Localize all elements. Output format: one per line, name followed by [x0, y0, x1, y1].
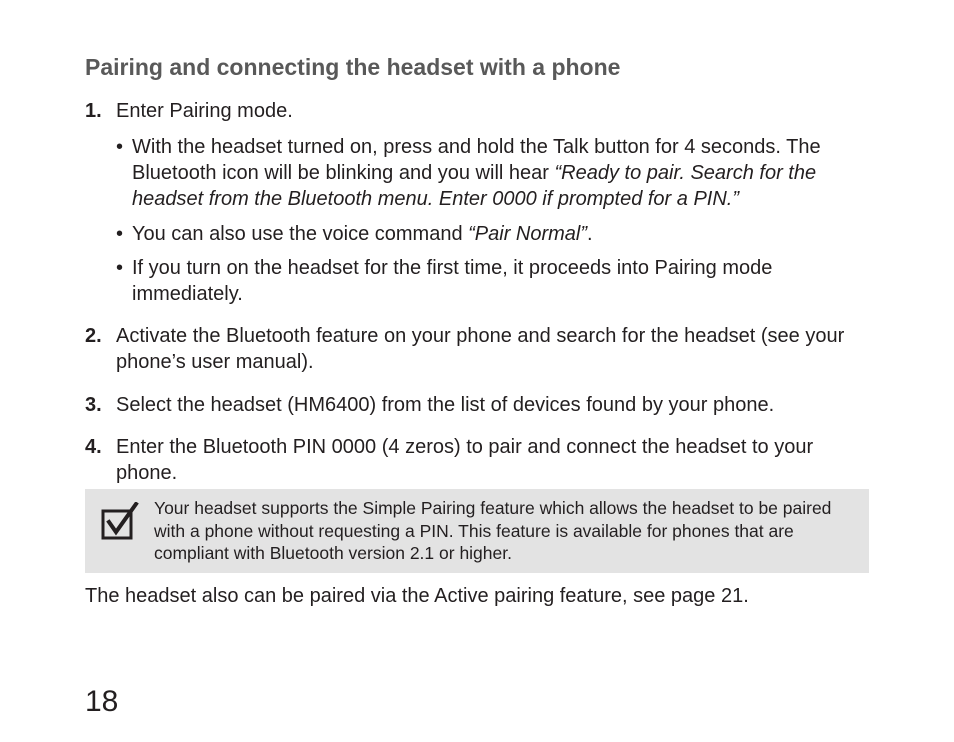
step-number: 3.: [85, 394, 102, 416]
bullet-text: [132, 134, 876, 212]
step-number: 4.: [85, 436, 102, 458]
bullet-quote: “Ready to pair. Search for the headset from the Bluetooth menu. Enter 0000 if prompted for a PIN.”: [132, 162, 817, 210]
step-text: Activate the Bluetooth feature on your phone and search for the headset (see your phone’s user manual).: [116, 325, 845, 373]
bullet-text: [132, 221, 876, 247]
bullet-text-plain: With the headset turned on, press and hold the Talk button for 4 seconds. The Bluetooth icon will be blinking and you will hear: [132, 136, 821, 184]
step-text: Select the headset (HM6400) from the list of devices found by your phone.: [116, 394, 775, 416]
bullet-mark: •: [116, 257, 124, 279]
page-number: 18: [85, 685, 119, 718]
step-number: 1.: [85, 100, 102, 122]
note-box: [85, 489, 869, 573]
step-text: Enter Pairing mode.: [116, 100, 293, 122]
note-text: Your headset supports the Simple Pairing feature which allows the headset to be paired with a phone without requesting a PIN. This feature is available for phones that are compliant with Bluetooth version 2.1 or higher.: [154, 498, 832, 563]
bullet-text: [132, 255, 876, 307]
bullet-text-plain: If you turn on the headset for the first time, it proceeds into Pairing mode immediately.: [132, 257, 773, 305]
step-4: [85, 434, 875, 486]
closing-paragraph: The headset also can be paired via the Active pairing feature, see page 21.: [85, 585, 749, 607]
bullet-text-after: .: [587, 223, 593, 245]
section-heading: Pairing and connecting the headset with a phone: [85, 54, 621, 80]
step-number: 2.: [85, 325, 102, 347]
bullet-item: [116, 221, 876, 247]
step-text: Enter the Bluetooth PIN 0000 (4 zeros) to pair and connect the headset to your phone.: [116, 436, 814, 484]
bullet-item: [116, 255, 876, 307]
step-1: [85, 98, 875, 124]
bullet-mark: •: [116, 223, 124, 245]
bullet-mark: •: [116, 136, 124, 158]
checkbox-check-icon: [101, 502, 139, 542]
bullet-item: [116, 134, 876, 212]
step-2: [85, 323, 875, 375]
bullet-text-plain: You can also use the voice command: [132, 223, 469, 245]
step-3: [85, 392, 875, 418]
bullet-quote: “Pair Normal”: [468, 223, 588, 245]
